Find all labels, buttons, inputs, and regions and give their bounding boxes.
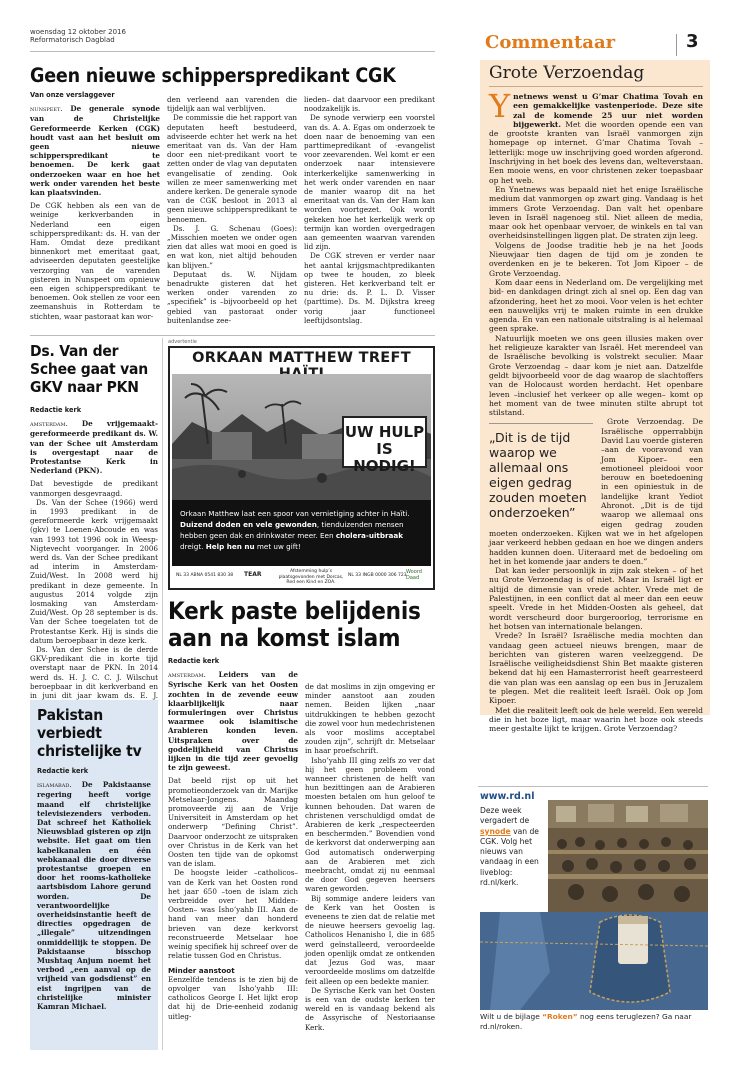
- synod-photo: [548, 800, 708, 912]
- commentary-p2: En Ynetnews was bepaald niet het enige Israëlische medium dat vanmorgen op zwart ging. Vandaag is het immers Grote Verzoendag. Dan valt het openbare leven in Israël nagenoeg stil. Niet alleen de media, maar ook het openbaar vervoer, de winkels en tal van overheidsinstellingen liggen plat. De straten zijn leeg.: [489, 184, 703, 241]
- islam-col2: [305, 682, 435, 1032]
- schee-byline: Redactie kerk: [30, 406, 82, 414]
- section-divider: [676, 34, 677, 56]
- advert-body-7: met uw gift!: [256, 542, 301, 551]
- islam-col1: [168, 654, 298, 1021]
- cgk-headline: Geen nieuwe schipperspredikant CGK: [30, 64, 396, 87]
- cgk-dateline: nunspeet.: [30, 105, 63, 114]
- cgk-col2: [167, 95, 297, 325]
- masthead-rule: [30, 51, 435, 52]
- promo-text-before: Deze week vergadert de: [480, 806, 530, 826]
- cgk-byline: Van onze verslaggever: [30, 91, 115, 99]
- cgk-c3-p2: De synode verwierp een voorstel van ds. A. A. Egas om onderzoek te doen naar de benoeming van een parttimepredikant of -evangelist voor zeevarenden. Wel komt er een onderzoek naar intensievere interkerkelijke samenwerking in het werk onder varenden en naar de manier waarop dit na het emeritaat van ds. Van der Ham kan worden voortgezet. Ook wordt gekeken hoe het kerkelijk werk op termijn kan worden overgedragen aan gemeenten waarvan varenden lid zijn.: [304, 113, 435, 252]
- commentary-p9: Met die realiteit leeft ook de hele wereld. Een wereld die in het boze ligt, maar waarin het boze ook steeds meer gestalte lijkt te krijgen. Grote Verzoendag?: [489, 705, 703, 734]
- advert-title: ORKAAN MATTHEW TREFT: [192, 350, 411, 366]
- pakistan-headline: Pakistan verbiedt christelijke tv: [37, 706, 142, 760]
- column-divider-left: [162, 338, 163, 1050]
- commentary-rule: [489, 86, 703, 87]
- paper-name: Reformatorisch Dagblad: [30, 36, 115, 44]
- commentary-p7: Dat kan ieder persoonlijk in zijn zak steken – of het nu Grote Verzoendag is of niet. Maar in Israël ligt er altijd de dimensie van vrede achter. Vrede met de Palestijnen, in een conflict dat al meer dan een eeuw speelt. Vrede in het Midden-Oosten als geheel, dat wordt verscheurd door burgeroorlog, terrorisme en het botsen van internationale belangen.: [489, 566, 703, 631]
- advert-callout-line2: IS NODIG!: [353, 440, 416, 475]
- commentary-headline: Grote Verzoendag: [489, 63, 645, 83]
- promo-site[interactable]: www.rd.nl: [480, 791, 535, 802]
- advert-account1: NL 33 ABNA 0541 830 38: [176, 573, 234, 578]
- masthead-left: [30, 28, 280, 44]
- advert-label: advertentie: [168, 339, 197, 345]
- islam-headline: Kerk paste belijdenis aan na komst islam: [168, 597, 421, 652]
- pakistan-body: [37, 764, 151, 1011]
- pakistan-byline: Redactie kerk: [37, 767, 89, 775]
- commentary-p1: netnews wenst u G’mar Chatima Tovah en een gemakkelijke vastenperiode. Deze site zal de komende 25 uur niet worden bijgewerkt.: [513, 92, 703, 129]
- commentary-pullquote: „Dit is de tijd waarop we allemaal ons eigen gedrag zouden moeten onderzoeken”: [489, 423, 593, 520]
- islam-dateline: amsterdam.: [168, 671, 206, 680]
- promo-text-after: van de CGK. Volg het nieuws van vandaag in een liveblog: rd.nl/kerk.: [480, 826, 539, 888]
- footer-text-after: nog eens teruglezen? Ga naar rd.nl/roken.: [480, 1012, 692, 1031]
- advert-body-band: [172, 500, 431, 566]
- commentary-p6: Grote Verzoendag. De Israëlische opperrabbijn David Lau voerde gisteren –aan de vooravond van Jom Kipoer– een emotioneel pleidooi voor berouw en boetedoening in een opiniestuk in de landelijke krant Yediot Ahronot. „Dit is de tijd waarop we allemaal ons eigen gedrag zouden moeten onderzoeken. Kijken wat we in het afgelopen jaar verkeerd hebben gedaan en hoe we dingen anders hadden kunnen doen. Uiteraard met de bedoeling om het in het komende jaar anders te doen.”: [489, 417, 703, 566]
- cgk-c2-p4: Deputaat ds. W. Nijdam benadrukte gisteren dat het werken onder varenden zo „specifiek” is –bijvoorbeeld op het gebied van pastoraat onder buitenlandse zee-: [167, 269, 297, 325]
- page-number: 3: [686, 31, 699, 52]
- footer-promo: [480, 1012, 708, 1032]
- advert-callout: [342, 416, 427, 475]
- pakistan-dateline: islamabad.: [37, 781, 72, 790]
- promo-top-rule: [478, 786, 708, 787]
- commentary-p3: Volgens de Joodse traditie heb je na het Joods Nieuwjaar tien dagen de tijd om je zonden te overdenken en je te bekeren. Tot Jom Kipoer – de Grote Verzoendag.: [489, 240, 703, 278]
- advert-body-6: Help hen nu: [205, 542, 255, 551]
- advert-body-4: cholera-uitbraak: [335, 531, 404, 540]
- islam-c2-p3: Bij sommige andere leiders van de Kerk van het Oosten is eveneens te zien dat de relatie met de nieuwe heersers gevoelig lag. Catholicos Henanisho I, die in 685 werd geïnstalleerd, veroordeelde joden openlijk omdat ze ontkenden dat Jezus God was, maar veroordeelde moslims om datzelfde feit alleen op een bedekte manier.: [305, 893, 435, 986]
- advert-logo2: Woord Daad: [406, 569, 422, 581]
- cgk-c2-p3: Ds. J. G. Schenau (Goes): „Misschien moeten we onder ogen zien dat alles wat mooi en goed is en wat kon, niet altijd behouden kan blijven.”: [167, 223, 297, 270]
- pakistan-lead: De Pakistaanse regering heeft vorige maand elf christelijke televisiezenders verboden. Dat schreef het Katholiek Nieuwsblad gisteren op zijn website. Het gaat om tien kabelkanalen en één webkanaal die door diverse protestantse groepen en door het rooms-katholieke aartsbisdom Lahore gerund worden. De verantwoordelijke overheidsinstantie heeft de directies opgedragen de „illegale” uitzendingen onmiddellijk te stoppen. De Pakistaanse bisschop Mushtaq Anjum noemt het verbod „een aanval op de vrijheid van godsdienst” en eist ingrijpen van de christelijke minister Kamran Michael.: [37, 780, 151, 1012]
- advert-logo1: TEAR: [244, 571, 262, 578]
- cgk-lead: De generale synode van de Christelijke Gereformeerde Kerken (CGK) houdt vast aan het besluit om geen nieuwe schipperspredikant te benoemen. De kerk gaat onderzoeken waar en hoe het werk onder varenden het beste kan plaatsvinden.: [30, 104, 160, 198]
- islam-subhead: Minder aanstoot: [168, 965, 235, 975]
- islam-byline: Redactie kerk: [168, 657, 220, 665]
- commentary-body: [489, 87, 704, 734]
- islam-c2-p1: de dat moslims in zijn omgeving er minder aanstoot aan zouden nemen. Beiden lijken „naar uitdrukkingen te hebben gezocht die zowel voor hun medechristenen als voor moslims acceptabel zouden zijn”, schrijft dr. Metselaar in haar proefschrift.: [305, 682, 435, 756]
- advert-callout-line1: UW HULP: [344, 423, 425, 441]
- advert-account2: NL 33 INGB 0000 306 723: [348, 573, 407, 578]
- advert-account-note: Afstemming hulp’s plaatsgevonden met Dorcas, Red een Kind en ZOA.: [278, 569, 344, 585]
- promo-text: [480, 806, 546, 888]
- jeans-pocket-photo: [480, 912, 708, 1010]
- commentary-p5: Natuurlijk moeten we ons geen illusies maken over het religieuze karakter van Israël. Het merendeel van de Israëlische bevolking is volstrekt seculier. Maar Grote Verzoendag – daar kom je niet aan. Datzelfde geldt bijvoorbeeld voor de dag waarop de slachtoffers van de Holocaust worden herdacht. Het openbare leven –inclusief het verkeer op alle wegen– komt op het moment van de twee minuten stilte abrupt tot stilstand.: [489, 333, 703, 418]
- cgk-c3-p3: De CGK streven er verder naar het aantal krijgsmachtpredikanten op twee te houden, zo bleek gisteren. Het kerkverband telt er nu drie: ds. P. L. D. Visser (parttime). Ds. M. Dijkstra kreeg vorig jaar functioneel leeftijdsontslag.: [304, 251, 435, 325]
- advert[interactable]: [168, 346, 435, 590]
- schee-body: [30, 403, 158, 710]
- advert-body-1: Orkaan Matthew laat een spoor van vernietiging achter in Haïti.: [180, 509, 410, 518]
- islam-c1-p3: De hoogste leider –catholicos– van de Kerk van het Oosten rond het jaar 650 –toen de islam zich verbreidde over het Midden-Oosten– was Isho’yahb III. Aan de hand van meer dan honderd brieven van deze kerkvorst reconstrueerde Metselaar hoe weinig specifiek hij schreef over de relatie tussen God en Christus.: [168, 868, 298, 961]
- section-title: Commentaar: [485, 32, 616, 53]
- islam-c2-p4: De Syrische Kerk van het Oosten is een van de oudste kerken ter wereld en is vandaag bekend als de Assyrische of Nestoriaanse Kerk.: [305, 985, 435, 1032]
- schee-p4: Ds. Van der Schee is de derde GKV-predikant die in korte tijd overstapt naar de PKN. In 2014 werd ds. H. J. C. C. J. Wilschut beroepbaar in dit kerkverband en in juni dit jaar kwam ds. E. J.: [30, 645, 158, 701]
- roken-link[interactable]: “Roken”: [542, 1012, 578, 1021]
- cgk-c2-p2: De commissie die het rapport van deputaten heeft bestudeerd, adviseerde echter het werk na het emeritaat van ds. Van der Ham door een niet-predikant voort te zetten onder de vlag van deputaten evangelisatie of zending. Ook willen ze meer samenwerking met andere kerken. De generale synode van de CGK besloot in 2013 al geen nieuwe schipperspredikant te benoemen.: [167, 113, 297, 224]
- schee-p3: Ds. Van der Schee (1966) werd in 1993 predikant in de gereformeerde kerk vrijgemaakt (gkv) te Loenen-Abcoude en was van 1993 tot 1996 ook in Weesp-Nigtevecht voorganger. In 2006 werd ds. Van der Schee predikant ad interim in Amsterdam-Zuid/West. In 2008 werd hij predikant in deze gemeente. In augustus 2014 volgde zijn losmaking van Amsterdam-Zuid/West. Op 28 september is ds. Van der Schee toegelaten tot de Protestantse Kerk. Hij is sinds die datum beroepbaar in deze kerk.: [30, 497, 158, 645]
- islam-c1-p4: Eenzelfde tendens is te zien bij de opvolger van Isho’yahb III: catholicos George I. Het lijkt erop dat hij de Drie-eenheid zodanig uitleg-: [168, 974, 298, 1021]
- advert-body-2: Duizend doden en vele gewonden: [180, 520, 317, 529]
- schee-headline: Ds. Van der Schee gaat van GKV naar PKN: [30, 342, 148, 396]
- commentary-p1b: Met die woorden opende een van de grootste kranten van Israël vanmorgen zijn homepage op internet. G’mar Chatima Tovah – letterlijk: moge uw inschrijving goed worden afgerond. Inschrijving in het boek des levens dan, welteverstaan. Een mooie wens, en voor christenen zeker toepasbaar op het web.: [489, 119, 704, 185]
- schee-lead: De vrijgemaakt-gereformeerde predikant ds. W. van der Schee uit Amsterdam is overgestapt naar de Protestantse Kerk in Nederland (PKN).: [30, 419, 158, 476]
- schee-dateline: amsterdam.: [30, 420, 68, 429]
- cgk-col1: [30, 88, 160, 321]
- schee-p2: Dat bevestigde de predikant vanmorgen desgevraagd.: [30, 479, 158, 498]
- islam-c2-p2: Isho’yahb III ging zelfs zo ver dat hij het geen probleem vond wanneer christenen de helft van hun bezittingen aan de Arabieren moesten betalen om hun geloof te kunnen behouden. Dat waren de christenen verschuldigd omdat de Arabieren de kerk „respecteerden en beschermden.” Bovendien vond de kerkvorst dat onderwerping aan God automatisch onderwerping aan de Arabieren met zich meebracht, omdat zij nu eenmaal de door God gegeven heersers waren geworden.: [305, 755, 435, 894]
- commentary-p8: Vrede? In Israël? Israëlische media mochten dan vandaag geen actueel nieuws brengen, maar de berichten van gisteren waren veelzeggend. De Israëlische veiligheidsdienst Shin Bet maakte gisteren bekend dat hij een Hamasterrorist heeft gearresteerd die van plan was een aanslag op een bus in Jeruzalem te plegen. Met die realiteit leeft Israël. Ook op Jom Kipoer.: [489, 631, 703, 706]
- islam-c1-p2: Dat beeld rijst op uit het promotieonderzoek van dr. Marijke Metselaar-Jongens. Maandag promoveerde zij aan de Vrije Universiteit in Amsterdam op het onderwerp “Defining Christ”. Daarvoor onderzocht ze uitspraken over Christus in de Kerk van het Oosten ten tijde van de opkomst van de islam.: [168, 776, 298, 869]
- cgk-c3-p1: lieden– dat daarvoor een predikant noodzakelijk is.: [304, 95, 435, 114]
- footer-text-before: Wilt u de bijlage: [480, 1012, 540, 1021]
- commentary-p4: Kom daar eens in Nederland om. De vergelijking met bid- en dankdagen dringt zich al snel op. Een dag van afzondering, heet het zo mooi. Voor velen is het echter een nauwelijks vrij te maken ruimte in een drukke agenda. En van een nationale uitstraling is al helemaal geen sprake.: [489, 277, 703, 334]
- islam-lead: Leiders van de Syrische Kerk van het Oosten zochten in de zevende eeuw klaarblijkelijk naar formuleringen over Christus waarmee ook islamitische Arabieren konden leven. Uitspraken over de goddelijkheid van Christus lijken in die tijd zeer gevoelig te zijn geweest.: [168, 670, 298, 773]
- cgk-c2-p1: den verleend aan varenden die tijdelijk aan wal verblijven.: [167, 95, 297, 114]
- edition-date: woensdag 12 oktober 2016: [30, 28, 126, 36]
- cgk-bottom-rule: [30, 335, 435, 336]
- advert-account-strip: [172, 566, 431, 586]
- advert-body-3: , tienduizenden mensen hebben geen dak en drinkwater meer. Een: [180, 520, 404, 540]
- commentary-drop-cap: Y: [489, 87, 511, 125]
- advert-body-5: dreigt.: [180, 542, 204, 551]
- cgk-col3: [304, 95, 435, 325]
- cgk-p2: De CGK hebben als een van de weinige kerkverbanden in Nederland een eigen schipperspredikant: ds. H. van der Ham. Omdat deze predikant binnenkort met emeritaat gaat, adviseerden deputaten geestelijke verzorging van de varenden gisteren in Nunspeet om opnieuw een eigen schipperspredikant te benoemen. Ook stellen ze voor een zeemanshuis in Rotterdam te stichten, waar pastoraat kan wor-: [30, 201, 160, 321]
- synode-link[interactable]: synode: [480, 826, 511, 836]
